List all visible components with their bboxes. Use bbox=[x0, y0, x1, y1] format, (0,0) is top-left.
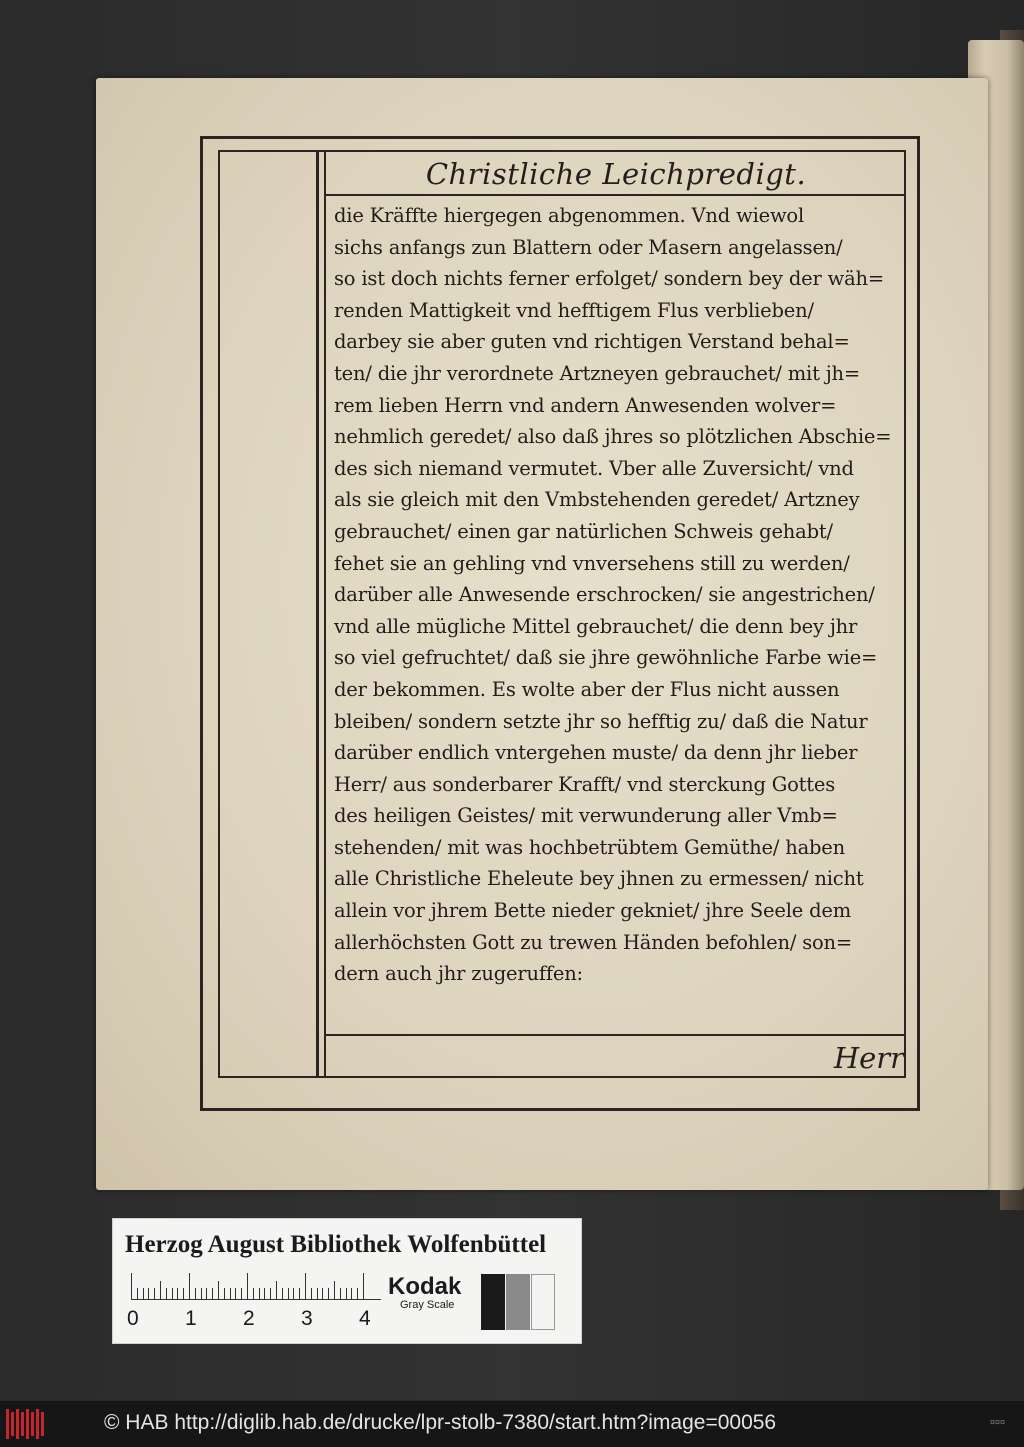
ruler-tick bbox=[357, 1288, 358, 1299]
ruler-tick bbox=[322, 1288, 323, 1299]
ruler-tick bbox=[143, 1288, 144, 1299]
swatch-white bbox=[531, 1274, 555, 1330]
ruler-tick bbox=[172, 1288, 173, 1299]
text-line: als sie gleich mit den Vmbstehenden geredet/ Artzney bbox=[334, 488, 860, 512]
text-line: der bekommen. Es wolte aber der Flus nicht aussen bbox=[334, 677, 840, 701]
text-line: allerhöchsten Gott zu trewen Händen befohlen/ son= bbox=[334, 930, 853, 954]
ruler-tick bbox=[131, 1273, 132, 1299]
scale-number: 0 bbox=[127, 1307, 139, 1330]
color-scale-card bbox=[112, 1218, 582, 1344]
header-rule bbox=[326, 194, 906, 196]
ruler-tick bbox=[137, 1288, 138, 1299]
text-line: dern auch jhr zugeruffen: bbox=[334, 962, 583, 986]
scale-number: 3 bbox=[301, 1307, 313, 1330]
ruler-tick bbox=[253, 1288, 254, 1299]
text-line: Herr/ aus sonderbarer Krafft/ vnd sterckung Gottes bbox=[334, 772, 836, 796]
text-line: stehenden/ mit was hochbetrübtem Gemüthe/ haben bbox=[334, 835, 845, 859]
text-line: renden Mattigkeit vnd hefftigem Flus verblieben/ bbox=[334, 298, 814, 322]
ruler-tick bbox=[288, 1288, 289, 1299]
ruler-tick bbox=[218, 1281, 219, 1299]
body-text bbox=[334, 200, 908, 990]
ruler-tick bbox=[299, 1288, 300, 1299]
ruler-tick bbox=[270, 1288, 271, 1299]
ruler-tick bbox=[160, 1281, 161, 1299]
ruler-tick bbox=[363, 1273, 364, 1299]
ruler-tick bbox=[235, 1288, 236, 1299]
ruler-tick bbox=[154, 1288, 155, 1299]
page-marker: ¤¤¤ bbox=[990, 1417, 1006, 1427]
institution-name: Herzog August Bibliothek Wolfenbüttel bbox=[125, 1231, 547, 1258]
ruler-tick bbox=[224, 1288, 225, 1299]
text-line: ten/ die jhr verordnete Artzneyen gebrauchet/ mit jh= bbox=[334, 361, 861, 385]
text-line: so ist doch nichts ferner erfolget/ sondern bey der wäh= bbox=[334, 267, 885, 291]
ruler-tick bbox=[177, 1288, 178, 1299]
margin-rule bbox=[316, 150, 319, 1078]
ruler-tick bbox=[206, 1288, 207, 1299]
kodak-logo: Kodak bbox=[388, 1273, 462, 1300]
text-line: nehmlich geredet/ also daß jhres so plötzlichen Abschie= bbox=[334, 425, 892, 449]
ruler-tick bbox=[259, 1288, 260, 1299]
hab-logo-icon[interactable] bbox=[6, 1409, 46, 1439]
ruler-tick bbox=[241, 1288, 242, 1299]
text-line: die Kräffte hiergegen abgenommen. Vnd wiewol bbox=[334, 204, 805, 227]
swatch-black bbox=[481, 1274, 505, 1330]
ruler-tick bbox=[340, 1288, 341, 1299]
running-head: Christliche Leichpredigt. bbox=[425, 157, 807, 191]
text-line: darüber endlich vntergehen muste/ da denn jhr lieber bbox=[334, 741, 858, 765]
text-line: darbey sie aber guten vnd richtigen Verstand behal= bbox=[334, 330, 850, 354]
ruler-tick bbox=[148, 1288, 149, 1299]
ruler-tick bbox=[195, 1288, 196, 1299]
ruler-tick bbox=[293, 1288, 294, 1299]
text-line: des sich niemand vermutet. Vber alle Zuversicht/ vnd bbox=[334, 456, 854, 480]
text-line: so viel gefruchtet/ daß sie jhre gewöhnliche Farbe wie= bbox=[334, 646, 878, 670]
margin-rule bbox=[324, 150, 326, 1078]
ruler-tick bbox=[351, 1288, 352, 1299]
text-line: des heiligen Geistes/ mit verwunderung aller Vmb= bbox=[334, 804, 838, 828]
copyright-link[interactable]: © HAB http://diglib.hab.de/drucke/lpr-stolb-7380/start.htm?image=00056 bbox=[104, 1411, 777, 1434]
ruler-tick bbox=[317, 1288, 318, 1299]
ruler-tick bbox=[264, 1288, 265, 1299]
text-line: alle Christliche Eheleute bey jhnen zu ermessen/ nicht bbox=[334, 867, 864, 891]
text-line: rem lieben Herrn vnd andern Anwesenden wolver= bbox=[334, 393, 837, 417]
scale-number: 2 bbox=[243, 1307, 255, 1330]
text-line: sichs anfangs zun Blattern oder Masern angelassen/ bbox=[334, 235, 843, 259]
ruler-tick bbox=[305, 1273, 306, 1299]
ruler-tick bbox=[166, 1288, 167, 1299]
scale-number: 4 bbox=[359, 1307, 371, 1330]
ruler-tick bbox=[247, 1273, 248, 1299]
scale-number: 1 bbox=[185, 1307, 197, 1330]
footer-rule bbox=[326, 1034, 906, 1036]
ruler-tick bbox=[212, 1288, 213, 1299]
text-line: bleiben/ sondern setzte jhr so hefftig zu/ daß die Natur bbox=[334, 709, 868, 733]
ruler-tick bbox=[201, 1288, 202, 1299]
text-line: allein vor jhrem Bette nieder gekniet/ jhre Seele dem bbox=[334, 899, 851, 923]
ruler-tick bbox=[334, 1281, 335, 1299]
text-line: darüber alle Anwesende erschrocken/ sie angestrichen/ bbox=[334, 583, 875, 607]
ruler-tick bbox=[282, 1288, 283, 1299]
text-line: gebrauchet/ einen gar natürlichen Schweis gehabt/ bbox=[334, 519, 833, 543]
ruler-tick bbox=[276, 1281, 277, 1299]
ruler-tick bbox=[328, 1288, 329, 1299]
gray-scale-label: Gray Scale bbox=[400, 1299, 455, 1311]
text-line: vnd alle mügliche Mittel gebrauchet/ die denn bey jhr bbox=[334, 614, 858, 638]
text-line: fehet sie an gehling vnd vnversehens still zu werden/ bbox=[334, 551, 850, 575]
footer-bar bbox=[0, 1400, 1024, 1447]
ruler-tick bbox=[346, 1288, 347, 1299]
ruler-tick bbox=[311, 1288, 312, 1299]
ruler-tick bbox=[189, 1273, 190, 1299]
ruler-tick bbox=[230, 1288, 231, 1299]
catchword: Herr bbox=[833, 1041, 904, 1075]
swatch-gray bbox=[506, 1274, 530, 1330]
ruler-tick bbox=[183, 1288, 184, 1299]
scale-ruler bbox=[131, 1274, 381, 1300]
